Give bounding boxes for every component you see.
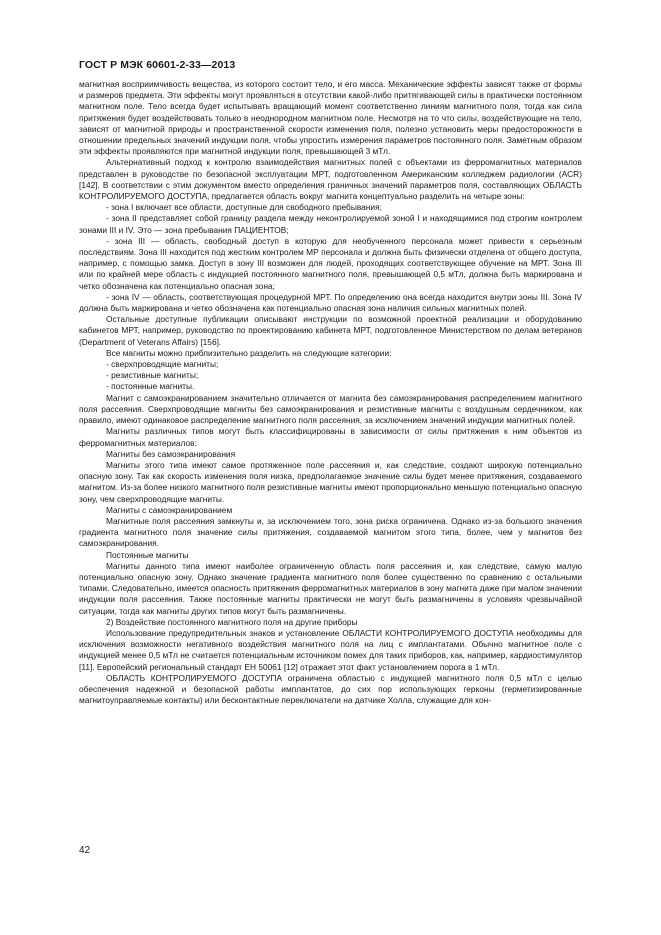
paragraph: Магнитные поля рассеяния замкнуты и, за исключением того, зона риска ограничена. Однако из-за большого значения градиента магнитного поля значение силы притяжения, создаваемой магнитом этого типа, более, чем у магнитов без самоэкранирования. — [79, 515, 582, 549]
paragraph: ОБЛАСТЬ КОНТРОЛИРУЕМОГО ДОСТУПА ограничена областью с индукцией магнитного поля 0,5 мТл с целью обеспечения надежной и безопасной работы имплантатов, до сих пор использующих герконы (герметизированные магнитоуправляемые контакты) или бесконтактные переключатели на датчике Холла, служащие для кон- — [79, 672, 582, 706]
paragraph: Постоянные магниты — [106, 549, 189, 560]
paragraph: - зона IV — область, соответствующая процедурной МРТ. По определению она всегда находится внутри зоны III. Зона IV должна быть маркирована и четко обозначена как потенциально опасная зона наличия сильных магнитных полей. — [79, 291, 582, 314]
paragraph: - постоянные магниты. — [106, 381, 195, 392]
document-body — [79, 79, 582, 706]
paragraph: 2) Воздействие постоянного магнитного поля на другие приборы — [106, 616, 358, 627]
paragraph: - зона III — область, свободный доступ в которую для необученного персонала может привести к серьезным последствиям. Зона III находится под жестким контролем МР персонала и должна быть физически отделена от общего доступа, например, с помощью замка. Доступ в зону III возможен для людей, проходящих соответствующее обучение на МРТ. Зона III или по крайней мере область с индукцией постоянного магнитного поля, превышающей 0,5 мТл, должна быть маркирована и четко обозначена как потенциально опасная зона; — [79, 235, 582, 291]
paragraph: - сверхпроводящие магниты; — [106, 359, 219, 370]
paragraph: - зона II представляет собой границу раздела между неконтролируемой зоной I и находящимися под строгим контролем зонами III и IV. Это — зона пребывания ПАЦИЕНТОВ; — [79, 213, 582, 235]
paragraph: Все магниты можно приблизительно разделить на следующие категории: — [106, 347, 392, 358]
paragraph: - резистивные магниты; — [106, 370, 199, 381]
paragraph: магнитная восприимчивость вещества, из которого состоит тело, и его масса. Механические эффекты зависят также от формы и размеров предмета. Эти эффекты могут проявляться в отсутствии какой-либо притягивающей силы в практически постоянном магнитном поле. Тело всегда будет испытывать вращающий момент соответственно линиям магнитного поля, тогда как сила притяжения будет воздействовать только в неоднородном магнитном поле. Несмотря на то что силы, воздействующие на тело, зависят от магнитной природы и пространственной скорости изменения поля, полезно установить меры предосторожности в отношении предельных значений индукции поля, чтобы упростить измерения параметров постоянного поля. Заметным образом эти эффекты проявляются при магнитной индукции поля, превышающей 3 мТл. — [79, 79, 582, 157]
paragraph: - зона I включает все области, доступные для свободного пребывания; — [106, 202, 382, 213]
page-number: 42 — [79, 845, 91, 856]
paragraph: Магниты данного типа имеют наиболее ограниченную область поля рассеяния и, как следствие, самую малую потенциально опасную зону. Однако значение градиента магнитного поля более существенно по сравнению с остальными типами. Следовательно, имеется опасность притяжения ферромагнитных материалов в зону магнита даже при малом значении индукции поля рассеяния. Также постоянные магниты практически не могут быть размагничены в условиях чрезвычайной ситуации, тогда как магниты других типов могут быть размагничены. — [79, 560, 582, 616]
paragraph: Использование предупредительных знаков и установление ОБЛАСТИ КОНТРОЛИРУЕМОГО ДОСТУПА необходимы для исключения возможности негативного воздействия магнитного поля на лиц с имплантатами. Обычно магнитное поле с индукцией менее 0,5 мТл не считается потенциальным источником помех для таких приборов, как, например, кардиостимулятор [11]. Европейский региональный стандарт ЕН 50061 [12] отражает этот факт установлением порога в 1 мТл. — [79, 627, 582, 672]
paragraph: Магнит с самоэкранированием значительно отличается от магнита без самоэкранирования распределением магнитного поля рассеяния. Сверхпроводящие магниты без самоэкранирования и резистивные магниты с воздушным сердечником, как правило, имеют одинаковое распределение магнитного поля рассеяния, за исключением значений индукции магнитных полей. — [79, 392, 582, 426]
paragraph: Магниты без самоэкранирования — [106, 448, 236, 459]
document-header: ГОСТ Р МЭК 60601-2-33—2013 — [79, 59, 236, 71]
paragraph: Магниты с самоэкранированием — [106, 504, 233, 515]
paragraph: Альтернативный подход к контролю взаимодействия магнитных полей с объектами из ферромагнитных материалов представлен в руководстве по безопасной эксплуатации МРТ, подготовленном Американским колледжем радиологии (ACR) [142]. В соответствии с этим документом вместо определения граничных значений параметров поля, составляющих ОБЛАСТЬ КОНТРОЛИРУЕМОГО ДОСТУПА, предлагается область вокруг магнита концептуально разделить на четыре зоны: — [79, 157, 582, 202]
paragraph: Магниты этого типа имеют самое протяженное поле рассеяния и, как следствие, создают широкую потенциально опасную зону. Так как скорость изменения поля низка, предполагаемое значение силы будет менее притяжения, создаваемого магнитом. Из-за более низкого магнитного поля резистивные магниты имеют пропорционально меньшую потенциально опасную зону, чем сверхпроводящие магниты. — [79, 459, 582, 504]
paragraph: Магниты различных типов могут быть классифицированы в зависимости от силы притяжения к ним объектов из ферромагнитных материалов: — [79, 426, 582, 448]
paragraph: Остальные доступные публикации описывают инструкции по возможной проектной реализации и оборудованию кабинетов МРТ, например, руководство по проектированию кабинета МРТ, подготовленное Министерством по делам ветеранов (Department of Veterans Affairs) [156]. — [79, 314, 582, 347]
